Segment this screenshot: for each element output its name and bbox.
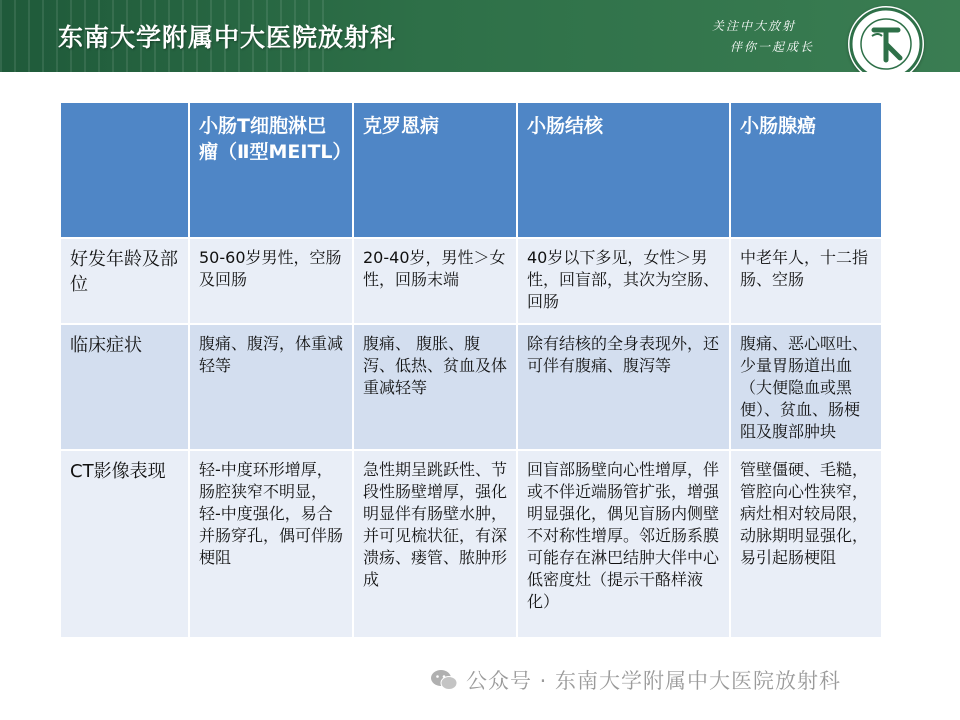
slogan-line-1: 关注中大放射 <box>712 19 797 33</box>
table-cell: 20-40岁，男性＞女性，回肠末端 <box>353 238 517 324</box>
table-header-row <box>60 102 882 238</box>
header-bar <box>0 0 960 72</box>
header-cell-meitl: 小肠T细胞淋巴瘤（Ⅱ型MEITL） <box>189 102 353 238</box>
table-row <box>60 238 882 324</box>
table-cell: 急性期呈跳跃性、节段性肠壁增厚，强化明显伴有肠壁水肿，并可见梳状征，有深溃疡、瘘管、脓肿形成 <box>353 450 517 638</box>
table-cell: 除有结核的全身表现外，还可伴有腹痛、腹泻等 <box>517 324 730 450</box>
row-label: 临床症状 <box>60 324 189 450</box>
slogan-line-2: 伴你一起成长 <box>730 40 815 54</box>
table-row <box>60 450 882 638</box>
wechat-icon <box>430 669 458 691</box>
table-cell: 中老年人，十二指肠、空肠 <box>730 238 882 324</box>
row-label: CT影像表现 <box>60 450 189 638</box>
table-cell: 腹痛、腹泻，体重减轻等 <box>189 324 353 450</box>
table-cell: 50-60岁男性，空肠及回肠 <box>189 238 353 324</box>
comparison-table <box>59 101 883 639</box>
table-cell: 腹痛、恶心呕吐、少量胃肠道出血（大便隐血或黑便）、贫血、肠梗阻及腹部肿块 <box>730 324 882 450</box>
header-cell-empty <box>60 102 189 238</box>
hospital-logo-icon <box>848 6 924 72</box>
header-cell-tuberculosis: 小肠结核 <box>517 102 730 238</box>
page-title: 东南大学附属中大医院放射科 <box>58 23 397 52</box>
watermark-text: 公众号 · 东南大学附属中大医院放射科 <box>466 669 842 693</box>
table-cell: 管壁僵硬、毛糙，管腔向心性狭窄，病灶相对较局限，动脉期明显强化，易引起肠梗阻 <box>730 450 882 638</box>
header-cell-crohn: 克罗恩病 <box>353 102 517 238</box>
table-cell: 轻-中度环形增厚，肠腔狭窄不明显，轻-中度强化，易合并肠穿孔，偶可伴肠梗阻 <box>189 450 353 638</box>
table-row <box>60 324 882 450</box>
footer-watermark <box>430 665 841 695</box>
table-cell: 40岁以下多见，女性＞男性，回盲部，其次为空肠、回肠 <box>517 238 730 324</box>
table-cell: 腹痛、 腹胀、腹泻、低热、贫血及体重减轻等 <box>353 324 517 450</box>
table-cell: 回盲部肠壁向心性增厚，伴或不伴近端肠管扩张，增强明显强化，偶见盲肠内侧壁不对称性增厚。邻近肠系膜可能存在淋巴结肿大伴中心低密度灶（提示干酪样液化） <box>517 450 730 638</box>
header-cell-adenocarcinoma: 小肠腺癌 <box>730 102 882 238</box>
row-label: 好发年龄及部位 <box>60 238 189 324</box>
